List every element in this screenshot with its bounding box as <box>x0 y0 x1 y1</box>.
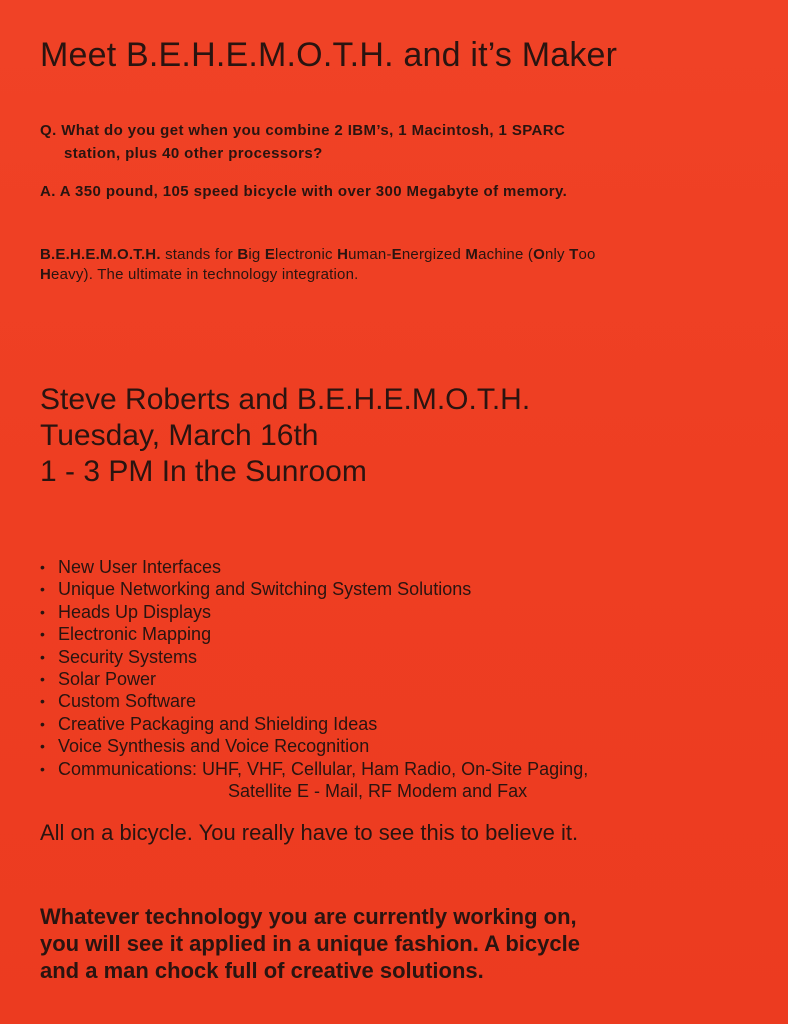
closing-line-3: and a man chock full of creative solutions. <box>40 958 484 983</box>
def-letter: B <box>237 246 249 263</box>
list-item <box>40 735 588 757</box>
feature-list <box>40 556 588 802</box>
list-item <box>40 646 588 668</box>
list-item <box>40 623 588 645</box>
question-line-2: station, plus 40 other processors? <box>64 145 323 162</box>
list-item <box>40 690 588 712</box>
bullet-icon: • <box>40 603 45 620</box>
flyer-title: Meet B.E.H.E.M.O.T.H. and it’s Maker <box>40 36 618 74</box>
def-text: uman- <box>348 246 392 263</box>
bullet-icon: • <box>40 626 45 643</box>
def-letter: T <box>569 246 579 263</box>
def-letter: E <box>391 246 402 263</box>
list-item <box>40 668 588 690</box>
feature-label: New User Interfaces <box>58 557 222 577</box>
list-item <box>40 601 588 623</box>
def-text: nly <box>544 246 570 263</box>
def-text: stands for <box>160 246 238 263</box>
bullet-icon: • <box>40 581 45 598</box>
bullet-icon: • <box>40 559 45 575</box>
feature-label: Creative Packaging and Shielding Ideas <box>58 713 378 734</box>
def-text: oo <box>578 246 596 263</box>
def-letter: H <box>337 246 349 263</box>
list-item <box>40 556 588 578</box>
event-date: Tuesday, March 16th <box>40 419 319 452</box>
question-line-1: Q. What do you get when you combine 2 IBM’s, 1 Macintosh, 1 SPARC <box>40 122 566 139</box>
def-text: nergized <box>401 246 466 263</box>
feature-label: Custom Software <box>58 691 197 712</box>
acronym-definition-line-1 <box>40 246 596 263</box>
feature-label: Communications: UHF, VHF, Cellular, Ham Radio, On-Site Paging, <box>58 758 589 779</box>
list-item <box>40 713 588 735</box>
bullet-icon: • <box>40 760 45 777</box>
bullet-icon: • <box>40 715 45 732</box>
bullet-icon: • <box>40 693 45 710</box>
feature-label: Heads Up Displays <box>58 601 212 622</box>
def-letter: E <box>264 246 276 263</box>
closing-line-2: you will see it applied in a unique fashion. A bicycle <box>40 931 580 956</box>
bullet-icon: • <box>40 648 45 665</box>
event-time-location: 1 - 3 PM In the Sunroom <box>40 455 367 488</box>
feature-label: Electronic Mapping <box>58 624 212 645</box>
acronym-definition-line-2 <box>40 266 358 283</box>
feature-label: Security Systems <box>58 646 198 667</box>
event-headline: Steve Roberts and B.E.H.E.M.O.T.H. <box>40 383 531 416</box>
answer-line: A. A 350 pound, 105 speed bicycle with over 300 Megabyte of memory. <box>40 183 568 200</box>
list-item <box>40 758 588 780</box>
feature-label: Unique Networking and Switching System Solutions <box>58 579 472 600</box>
def-text: ig <box>248 246 265 263</box>
closing-line-1: Whatever technology you are currently working on, <box>40 904 577 929</box>
def-letter: M <box>465 246 479 263</box>
def-text: achine ( <box>478 246 534 263</box>
bullet-icon: • <box>40 671 45 688</box>
list-item <box>40 578 588 600</box>
acronym: B.E.H.E.M.O.T.H. <box>40 246 161 263</box>
tagline: All on a bicycle. You really have to see this to believe it. <box>40 820 579 845</box>
feature-label: Solar Power <box>58 669 157 690</box>
def-letter: O <box>533 246 545 263</box>
def-text: lectronic <box>275 246 338 263</box>
feature-label: Voice Synthesis and Voice Recognition <box>58 736 370 757</box>
bullet-icon: • <box>40 738 45 755</box>
list-item-continuation: Satellite E - Mail, RF Modem and Fax <box>228 781 528 802</box>
def-text: eavy). The ultimate in technology integration. <box>51 266 359 283</box>
def-letter: H <box>40 266 52 283</box>
